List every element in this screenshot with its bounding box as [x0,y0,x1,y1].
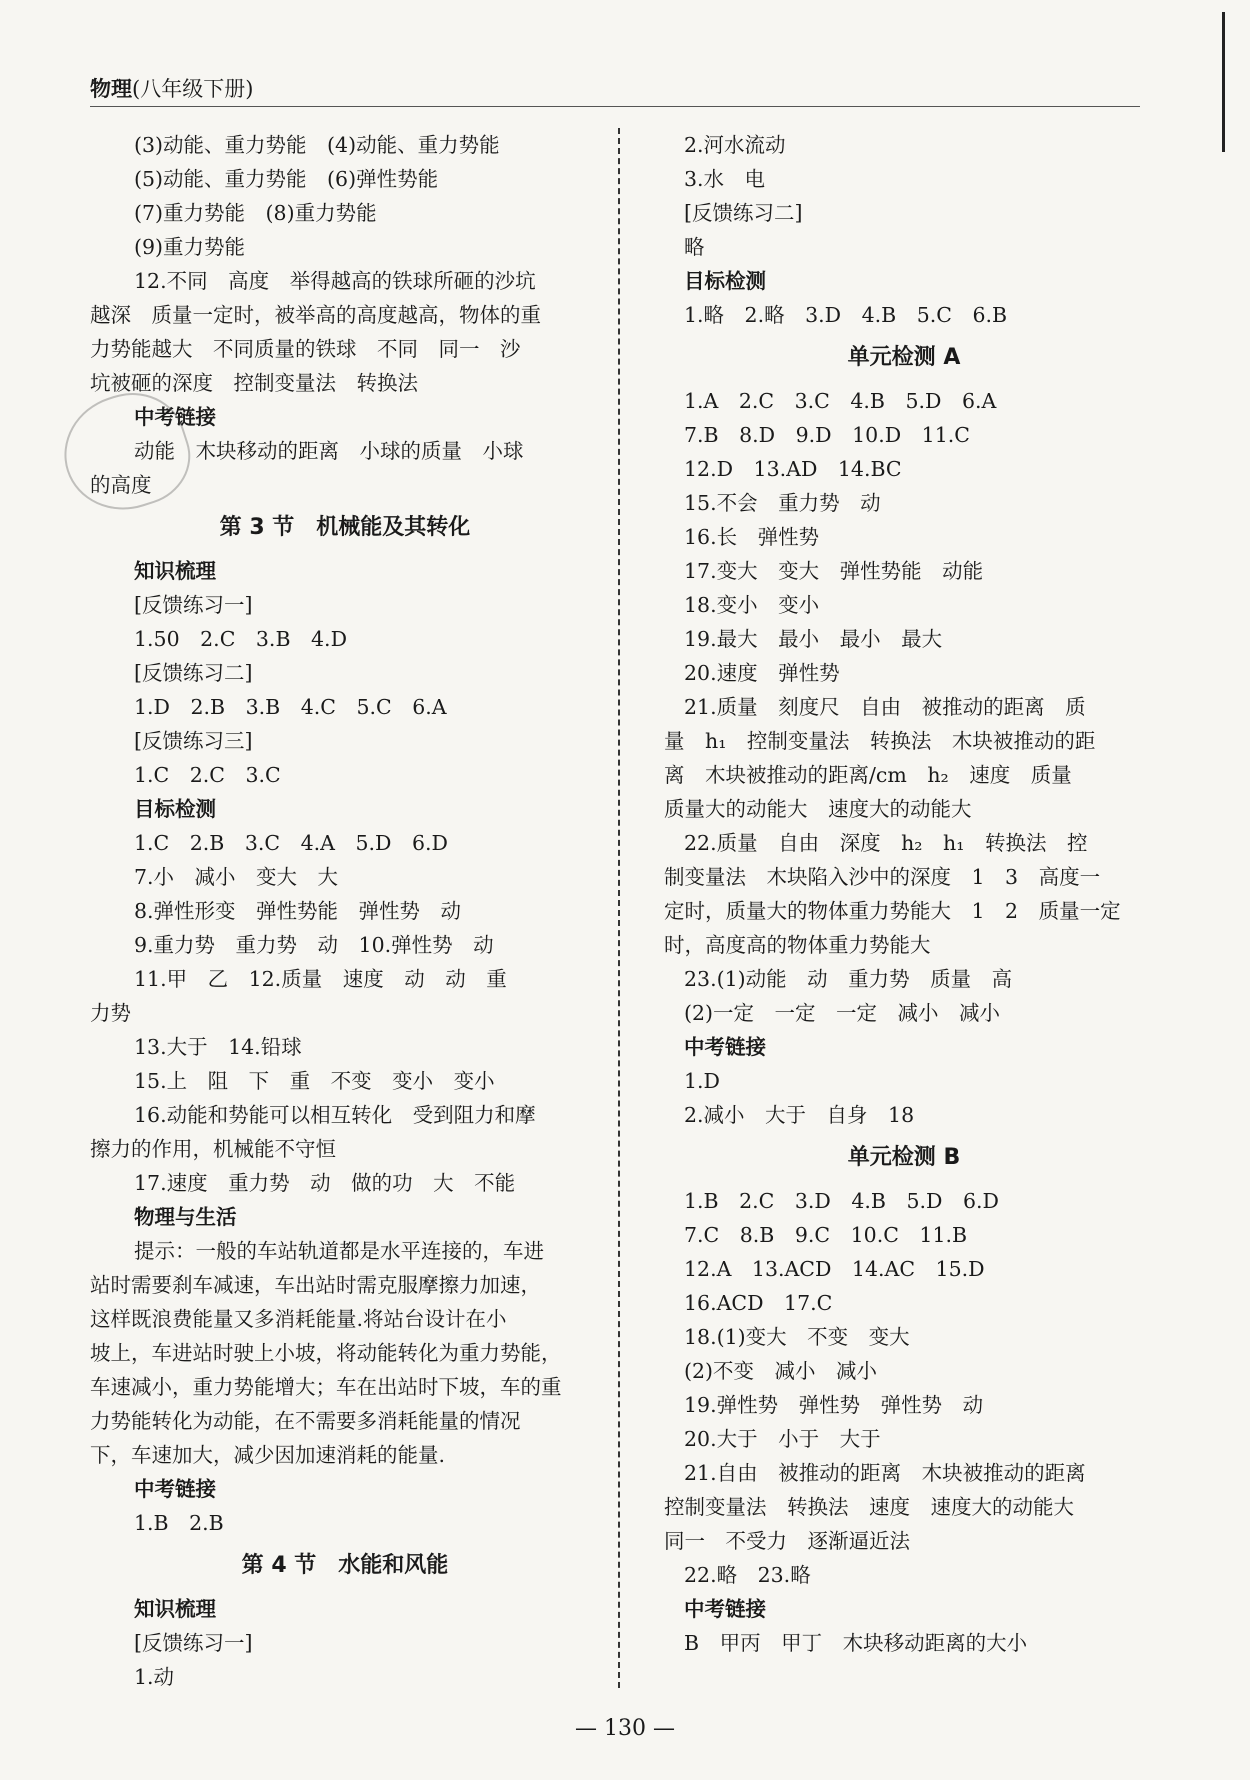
answer-line: 定时，质量大的物体重力势能大 1 2 质量一定 [664,899,1121,923]
answer-line: 下，车速加大，减少因加速消耗的能量. [90,1443,446,1467]
answer-line: 3.水 电 [684,167,766,191]
answer-line: 1.C 2.C 3.C [134,763,281,787]
section-heading: 单元检测 B [847,1145,961,1170]
answer-line: [反馈练习一] [134,593,253,617]
column-divider [618,128,620,1688]
answer-line: (2)一定 一定 一定 减小 减小 [684,1001,1001,1025]
answer-line: 同一 不受力 逐渐逼近法 [664,1529,910,1553]
header-rule [90,106,1140,107]
answer-line: 这样既浪费能量又多消耗能量.将站台设计在小 [90,1307,507,1331]
answer-line: 动能 木块移动的距离 小球的质量 小球 [134,439,524,463]
answer-line: 2.减小 大于 自身 18 [684,1103,915,1127]
answer-line: (2)不变 减小 减小 [684,1359,878,1383]
header-subject: 物理 [90,77,132,101]
answer-line: 20.大于 小于 大于 [684,1427,881,1451]
answer-line: 越深 质量一定时，被举高的高度越高，物体的重 [90,303,541,327]
answer-line: 1.A 2.C 3.C 4.B 5.D 6.A [684,389,997,413]
answer-line: 站时需要刹车减速，车出站时需克服摩擦力加速， [90,1273,541,1297]
answer-line: 力势 [90,1001,131,1025]
page-header [90,76,1140,102]
page-number: — 130 — [575,1716,675,1741]
subsection-label: 物理与生活 [134,1205,237,1229]
answer-line: 22.略 23.略 [684,1563,811,1587]
answer-line: 18.(1)变大 不变 变大 [684,1325,910,1349]
answer-line: 15.上 阻 下 重 不变 变小 变小 [134,1069,495,1093]
answer-line: 19.弹性势 弹性势 弹性势 动 [684,1393,984,1417]
scan-edge-mark [1222,12,1229,152]
answer-line: 13.大于 14.铅球 [134,1035,302,1059]
answer-line: 15.不会 重力势 动 [684,491,881,515]
answer-line: 1.B 2.B [134,1511,224,1535]
answer-line: 擦力的作用，机械能不守恒 [90,1137,336,1161]
answer-line: (3)动能、重力势能 (4)动能、重力势能 [134,133,500,157]
answer-line: 1.动 [134,1665,175,1689]
answer-line: 12.不同 高度 举得越高的铁球所砸的沙坑 [134,269,536,293]
answer-line: 1.略 2.略 3.D 4.B 5.C 6.B [684,303,1008,327]
answer-line: [反馈练习一] [134,1631,253,1655]
answer-line: 7.B 8.D 9.D 10.D 11.C [684,423,970,447]
subsection-label: 中考链接 [134,405,216,429]
answer-line: 量 h₁ 控制变量法 转换法 木块被推动的距 [664,729,1096,753]
answer-line: 1.D 2.B 3.B 4.C 5.C 6.A [134,695,447,719]
answer-line: 的高度 [90,473,152,497]
answer-line: 9.重力势 重力势 动 10.弹性势 动 [134,933,494,957]
answer-line: 22.质量 自由 深度 h₂ h₁ 转换法 控 [684,831,1088,855]
subsection-label: 知识梳理 [134,559,216,583]
subsection-label: 知识梳理 [134,1597,216,1621]
header-book: (八年级下册) [132,77,254,101]
answer-line: (9)重力势能 [134,235,246,259]
answer-line: 20.速度 弹性势 [684,661,840,685]
right-column [664,128,1144,1660]
answer-line: 8.弹性形变 弹性势能 弹性势 动 [134,899,462,923]
answer-line: 1.D [684,1069,720,1093]
answer-line: 23.(1)动能 动 重力势 质量 高 [684,967,1013,991]
left-column [90,128,600,1694]
answer-line: 11.甲 乙 12.质量 速度 动 动 重 [134,967,507,991]
answer-line: 18.变小 变小 [684,593,820,617]
answer-line: 力势能越大 不同质量的铁球 不同 同一 沙 [90,337,521,361]
answer-line: 12.A 13.ACD 14.AC 15.D [684,1257,985,1281]
answer-line: 时，高度高的物体重力势能大 [664,933,931,957]
answer-line: 质量大的动能大 速度大的动能大 [664,797,972,821]
answer-line: 1.50 2.C 3.B 4.D [134,627,348,651]
answer-line: 坑被砸的深度 控制变量法 转换法 [90,371,418,395]
answer-line: 21.自由 被推动的距离 木块被推动的距离 [684,1461,1086,1485]
answer-line: 16.ACD 17.C [684,1291,833,1315]
subsection-label: 中考链接 [684,1035,766,1059]
answer-line: 略 [684,235,705,259]
answer-line: 21.质量 刻度尺 自由 被推动的距离 质 [684,695,1086,719]
answer-line: 7.小 减小 变大 大 [134,865,339,889]
answer-line: 16.长 弹性势 [684,525,820,549]
answer-line: 7.C 8.B 9.C 10.C 11.B [684,1223,968,1247]
answer-line: 16.动能和势能可以相互转化 受到阻力和摩 [134,1103,536,1127]
answer-line: 制变量法 木块陷入沙中的深度 1 3 高度一 [664,865,1101,889]
answer-line: [反馈练习二] [134,661,253,685]
answer-line: 提示：一般的车站轨道都是水平连接的，车进 [134,1239,544,1263]
answer-line: [反馈练习三] [134,729,253,753]
answer-line: 19.最大 最小 最小 最大 [684,627,943,651]
answer-line: 17.变大 变大 弹性势能 动能 [684,559,984,583]
answer-line: 12.D 13.AD 14.BC [684,457,902,481]
subsection-label: 目标检测 [134,797,216,821]
section-heading: 第 4 节 水能和风能 [241,1553,449,1578]
answer-line: (5)动能、重力势能 (6)弹性势能 [134,167,439,191]
answer-line: 2.河水流动 [684,133,786,157]
answer-line: 力势能转化为动能，在不需要多消耗能量的情况 [90,1409,521,1433]
answer-line: [反馈练习二] [684,201,803,225]
answer-line: 1.C 2.B 3.C 4.A 5.D 6.D [134,831,448,855]
answer-line: 17.速度 重力势 动 做的功 大 不能 [134,1171,516,1195]
answer-line: 离 木块被推动的距离/cm h₂ 速度 质量 [664,763,1072,787]
subsection-label: 目标检测 [684,269,766,293]
subsection-label: 中考链接 [134,1477,216,1501]
answer-line: B 甲丙 甲丁 木块移动距离的大小 [684,1631,1028,1655]
answer-line: 车速减小，重力势能增大；车在出站时下坡，车的重 [90,1375,562,1399]
answer-line: (7)重力势能 (8)重力势能 [134,201,377,225]
answer-line: 控制变量法 转换法 速度 速度大的动能大 [664,1495,1074,1519]
section-heading: 第 3 节 机械能及其转化 [219,515,471,540]
answer-line: 坡上，车进站时驶上小坡，将动能转化为重力势能， [90,1341,562,1365]
answer-line: 1.B 2.C 3.D 4.B 5.D 6.D [684,1189,999,1213]
section-heading: 单元检测 A [847,345,961,370]
subsection-label: 中考链接 [684,1597,766,1621]
